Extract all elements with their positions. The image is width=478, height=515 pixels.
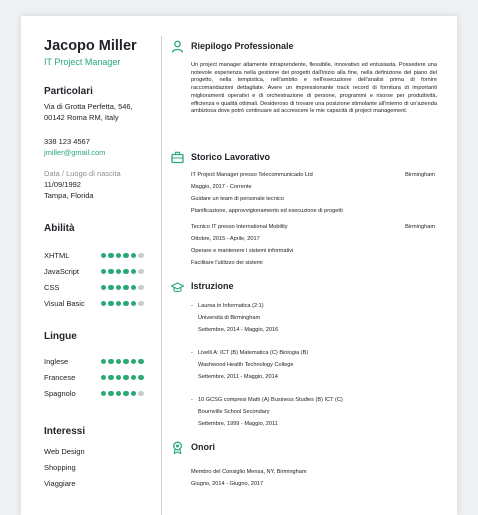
- phone-number: 338 123 4567: [44, 137, 90, 146]
- job-dates: Maggio, 2017 - Corrente: [191, 184, 252, 190]
- education-school: Bournville School Secondary: [198, 409, 270, 415]
- job-duty: Operare e mantenere i sistemi informativi: [191, 248, 294, 254]
- rating-dot-filled: [108, 269, 113, 274]
- rating-dot-filled: [101, 375, 106, 380]
- rating-dot-filled: [123, 253, 128, 258]
- skill-label: XHTML: [44, 251, 70, 260]
- rating-dot-filled: [108, 285, 113, 290]
- language-row: [44, 389, 154, 399]
- skill-label: JavaScript: [44, 267, 80, 276]
- education-heading: Istruzione: [191, 281, 234, 291]
- rating-dot-filled: [123, 375, 128, 380]
- job-location: Birmingham: [405, 224, 435, 230]
- rating-dot-filled: [123, 391, 128, 396]
- job-role: IT Project Manager presso Telecommunicado Ltd: [191, 172, 313, 178]
- rating-dot-filled: [108, 301, 113, 306]
- rating-dot-filled: [101, 391, 106, 396]
- rating-dot-empty: [138, 285, 143, 290]
- rating-dot-filled: [101, 359, 106, 364]
- education-dates: Settembre, 2014 - Maggio, 2016: [198, 327, 279, 333]
- rating-dot-filled: [123, 301, 128, 306]
- candidate-name: Jacopo Miller: [44, 38, 137, 54]
- job-dates: Ottobre, 2015 - Aprile, 2017: [191, 236, 260, 242]
- honor-dates: Giugno, 2014 - Giugno, 2017: [191, 481, 264, 487]
- education-bullet: -: [191, 397, 193, 403]
- education-title: 10 GCSG compresi Math (A) Business Studies (B) ICT (C): [198, 397, 343, 403]
- skill-rating: [101, 253, 144, 259]
- rating-dot-filled: [108, 359, 113, 364]
- rating-dot-empty: [138, 391, 143, 396]
- rating-dot-filled: [131, 359, 136, 364]
- birth-place: Tampa, Florida: [44, 191, 94, 200]
- education-bullet: -: [191, 350, 193, 356]
- rating-dot-filled: [101, 301, 106, 306]
- details-heading: Particolari: [44, 86, 93, 97]
- rating-dot-empty: [138, 253, 143, 258]
- job-duty: Guidare un team di personale tecnico: [191, 196, 284, 202]
- interest-item: Viaggiare: [44, 479, 76, 488]
- rating-dot-filled: [138, 359, 143, 364]
- rating-dot-filled: [131, 269, 136, 274]
- address-line-2: 00142 Roma RM, Italy: [44, 113, 119, 122]
- award-icon: [171, 441, 184, 454]
- language-row: [44, 373, 154, 383]
- rating-dot-filled: [123, 285, 128, 290]
- rating-dot-filled: [116, 269, 121, 274]
- education-school: Washwood Health Technology College: [198, 362, 294, 368]
- education-dates: Settembre, 2011 - Maggio, 2014: [198, 374, 278, 380]
- language-label: Inglese: [44, 357, 69, 366]
- rating-dot-empty: [138, 301, 143, 306]
- address-line-1: Via di Grotta Perfetta, 546,: [44, 102, 133, 111]
- rating-dot-filled: [131, 253, 136, 258]
- rating-dot-filled: [131, 301, 136, 306]
- skill-row: [44, 267, 154, 277]
- skill-label: CSS: [44, 283, 60, 292]
- skill-rating: [101, 269, 144, 275]
- education-bullet: -: [191, 303, 193, 309]
- candidate-job-title: IT Project Manager: [44, 57, 121, 67]
- interest-item: Web Design: [44, 447, 85, 456]
- skill-rating: [101, 301, 144, 307]
- rating-dot-filled: [123, 269, 128, 274]
- rating-dot-filled: [131, 285, 136, 290]
- email-link[interactable]: jmiller@gmail.com: [44, 148, 106, 157]
- rating-dot-filled: [116, 391, 121, 396]
- resume-page: [21, 16, 457, 515]
- skill-label: Visual Basic: [44, 299, 85, 308]
- language-label: Spagnolo: [44, 389, 76, 398]
- interest-item: Shopping: [44, 463, 76, 472]
- skill-row: [44, 251, 154, 261]
- job-duty: Pianificazione, approvvigionamento ed esecuzione di progetti: [191, 208, 343, 214]
- language-row: [44, 357, 154, 367]
- job-location: Birmingham: [405, 172, 435, 178]
- rating-dot-filled: [116, 359, 121, 364]
- graduation-cap-icon: [171, 281, 184, 294]
- briefcase-icon: [171, 151, 184, 164]
- education-dates: Settembre, 1999 - Maggio, 2011: [198, 421, 278, 427]
- interests-heading: Interessi: [44, 426, 86, 437]
- rating-dot-filled: [131, 375, 136, 380]
- birth-date: 11/09/1992: [44, 180, 81, 189]
- sidebar: [21, 16, 161, 515]
- skill-rating: [101, 285, 144, 291]
- skill-row: [44, 299, 154, 309]
- job-duty: Facilitare l'utilizzo dei sistemi: [191, 260, 263, 266]
- summary-heading: Riepilogo Professionale: [191, 41, 294, 51]
- rating-dot-empty: [138, 269, 143, 274]
- work-heading: Storico Lavorativo: [191, 152, 271, 162]
- rating-dot-filled: [116, 301, 121, 306]
- rating-dot-filled: [101, 253, 106, 258]
- education-school: Università di Birmingham: [198, 315, 261, 321]
- job-role: Tecnico IT presso International Mobility: [191, 224, 288, 230]
- language-label: Francese: [44, 373, 76, 382]
- rating-dot-filled: [101, 285, 106, 290]
- rating-dot-filled: [131, 391, 136, 396]
- rating-dot-filled: [116, 375, 121, 380]
- skills-heading: Abilità: [44, 223, 75, 234]
- education-title: Livelli A: ICT (B) Matematica (C) Biologia (B): [198, 350, 309, 356]
- rating-dot-filled: [116, 253, 121, 258]
- language-rating: [101, 359, 144, 365]
- summary-text: Un project manager altamente intraprendente, flessibile, innovativo ed entusiasta. Possedere una notevole esperienza nella gestione dei progetti dall'inizio alla fine, nella definizione del piano del progetto, nella tempistica, nell'ambito e nell'esecuzione dell'analisi prima di fornire raccomandazioni dettagliate. Avere un impressionante track record di fornitura di importanti miglioramenti operativi e di orchestrazione di persone, programmi e risorse per produttività, efficienza e qualità ottimali. Desideroso di trovare una posizione stimolante all'interno di un'azienda ambiziosa dove potrò continuare ad accrescere le mie capacità di project management.: [191, 62, 437, 115]
- skill-row: [44, 283, 154, 293]
- rating-dot-filled: [116, 285, 121, 290]
- rating-dot-filled: [108, 253, 113, 258]
- language-rating: [101, 375, 144, 381]
- language-rating: [101, 391, 144, 397]
- column-divider: [161, 36, 162, 515]
- birth-label: Data / Luogo di nascita: [44, 169, 121, 178]
- rating-dot-filled: [108, 391, 113, 396]
- languages-heading: Lingue: [44, 331, 77, 342]
- user-icon: [171, 40, 184, 53]
- rating-dot-filled: [138, 375, 143, 380]
- rating-dot-filled: [101, 269, 106, 274]
- education-title: Laurea in Informatica (2:1): [198, 303, 264, 309]
- rating-dot-filled: [123, 359, 128, 364]
- rating-dot-filled: [108, 375, 113, 380]
- honor-title: Membro del Consiglio Mensa, NY, Birmingham: [191, 469, 307, 475]
- honors-heading: Onori: [191, 442, 215, 452]
